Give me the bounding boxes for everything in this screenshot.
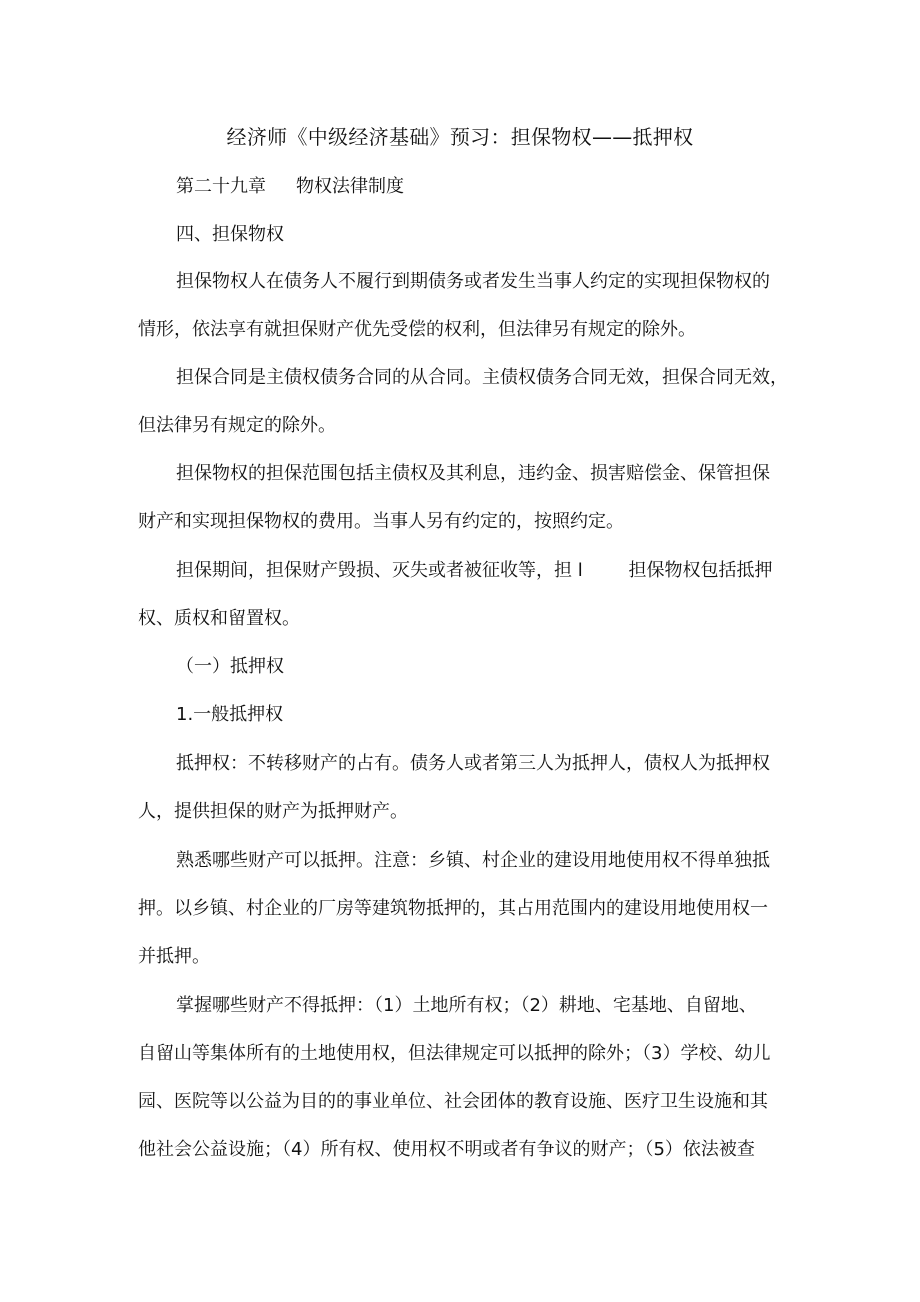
paragraph-line: 熟悉哪些财产可以抵押。注意：乡镇、村企业的建设用地使用权不得单独抵 bbox=[176, 850, 770, 871]
paragraph-line: 并抵押。 bbox=[138, 946, 210, 967]
paragraph-line: 掌握哪些财产不得抵押：（1）土地所有权；（2）耕地、宅基地、自留地、 bbox=[176, 995, 757, 1016]
paragraph-line: 情形，依法享有就担保财产优先受偿的权利，但法律另有规定的除外。 bbox=[138, 319, 696, 340]
paragraph-line: 他社会公益设施；（4）所有权、使用权不明或者有争议的财产；（5）依法被查 bbox=[138, 1139, 755, 1160]
paragraph-line: 人，提供担保的财产为抵押财产。 bbox=[138, 801, 408, 822]
paragraph-line: 权、质权和留置权。 bbox=[138, 608, 300, 629]
paragraph-line: 但法律另有规定的除外。 bbox=[138, 415, 336, 436]
paragraph-line: 园、医院等以公益为目的的事业单位、社会团体的教育设施、医疗卫生设施和其 bbox=[138, 1091, 768, 1112]
page-title: 经济师《中级经济基础》预习：担保物权——抵押权 bbox=[226, 125, 694, 149]
subsection-heading: （一）抵押权 bbox=[176, 656, 284, 677]
chapter-number: 第二十九章 bbox=[176, 176, 266, 197]
paragraph-line: 财产和实现担保物权的费用。当事人另有约定的，按照约定。 bbox=[138, 511, 624, 532]
item-heading: 1.一般抵押权 bbox=[176, 704, 284, 725]
paragraph-line: 自留山等集体所有的土地使用权，但法律规定可以抵押的除外；（3）学校、幼儿 bbox=[138, 1043, 771, 1064]
paragraph-line: 担保期间，担保财产毁损、灭失或者被征收等，担 l 担保物权包括抵押 bbox=[176, 560, 773, 581]
paragraph-line: 押。以乡镇、村企业的厂房等建筑物抵押的，其占用范围内的建设用地使用权一 bbox=[138, 898, 768, 919]
chapter-name: 物权法律制度 bbox=[296, 176, 404, 197]
section-heading: 四、担保物权 bbox=[176, 224, 284, 245]
paragraph-line: 担保物权人在债务人不履行到期债务或者发生当事人约定的实现担保物权的 bbox=[176, 271, 770, 292]
paragraph-line: 抵押权：不转移财产的占有。债务人或者第三人为抵押人，债权人为抵押权 bbox=[176, 753, 770, 774]
paragraph-line: 担保物权的担保范围包括主债权及其利息，违约金、损害赔偿金、保管担保 bbox=[176, 463, 770, 484]
chapter-heading bbox=[176, 174, 404, 200]
paragraph-line: 担保合同是主债权债务合同的从合同。主债权债务合同无效，担保合同无效， bbox=[176, 367, 788, 388]
